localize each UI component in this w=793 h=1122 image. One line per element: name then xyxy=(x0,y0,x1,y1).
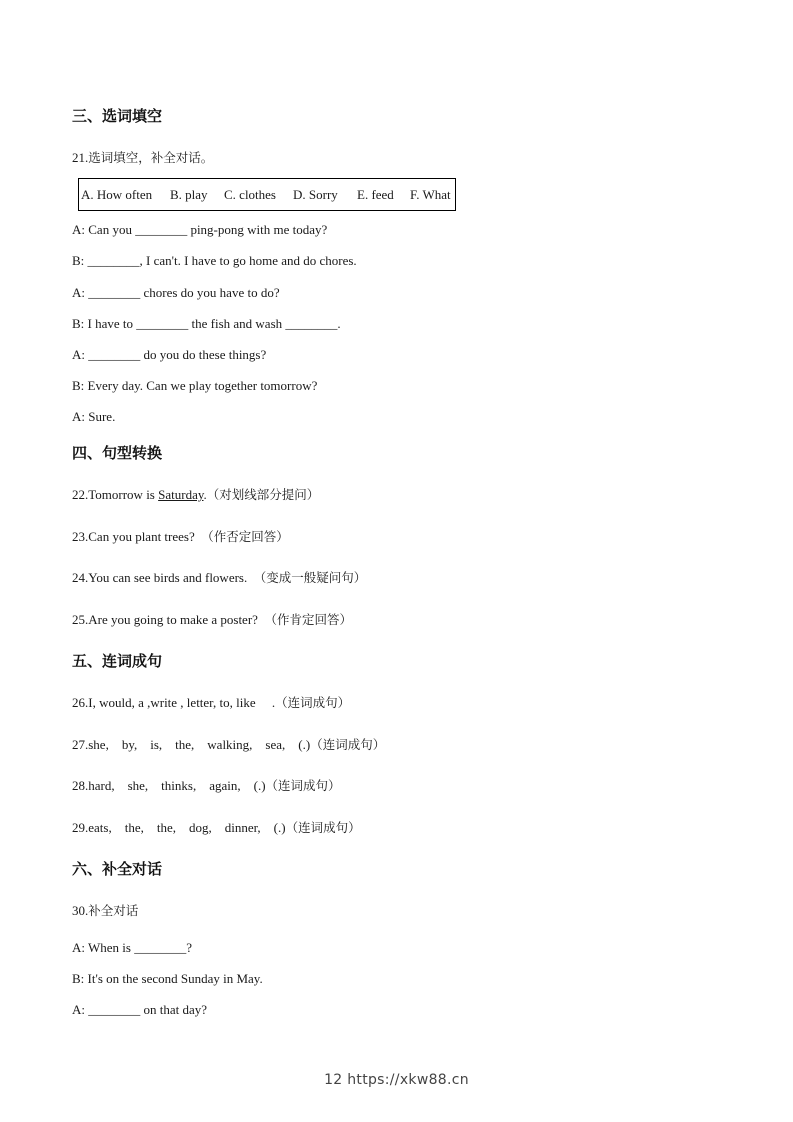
question-instruction: （作否定回答） xyxy=(201,529,289,544)
underlined-word: Saturday xyxy=(158,487,204,502)
question-instruction: （变成一般疑问句） xyxy=(253,570,367,585)
question-27 xyxy=(72,737,385,753)
question-23 xyxy=(72,529,289,545)
question-text-end: . xyxy=(203,487,207,502)
question-28 xyxy=(72,778,341,794)
question-text: 24.You can see birds and flowers. xyxy=(72,570,248,585)
question-text: 23.Can you plant trees? xyxy=(72,529,195,544)
question-instruction: 选词填空，补全对话。 xyxy=(88,150,214,165)
question-number: 30. xyxy=(72,903,89,918)
section-heading-4: 四、句型转换 xyxy=(72,444,163,462)
question-26 xyxy=(72,695,350,711)
question-22 xyxy=(72,487,319,503)
page-footer: 12 https://xkw88.cn xyxy=(324,1072,469,1088)
dialog-line-2: B: It's on the second Sunday in May. xyxy=(72,971,263,986)
question-instruction: （连词成句） xyxy=(275,695,351,710)
dialog-line-5: A: ________ do you do these things? xyxy=(72,347,267,362)
dialog-line-3: A: ________ on that day? xyxy=(72,1002,208,1017)
section-heading-5: 五、连词成句 xyxy=(72,652,163,670)
question-instruction: 补全对话 xyxy=(88,903,139,918)
question-text: 25.Are you going to make a poster? xyxy=(72,612,258,627)
option-a: A. How often xyxy=(81,187,153,202)
dialog-line-4: B: I have to ________ the fish and wash ________. xyxy=(72,316,341,331)
question-instruction: （作肯定回答） xyxy=(264,612,352,627)
option-e: E. feed xyxy=(357,187,394,202)
dialog-line-6: B: Every day. Can we play together tomorrow? xyxy=(72,378,318,393)
dialog-line-7: A: Sure. xyxy=(72,409,116,424)
section-heading-6: 六、补全对话 xyxy=(72,860,163,878)
word-options-box xyxy=(78,178,456,211)
question-instruction: （连词成句） xyxy=(265,778,341,793)
question-instruction: （连词成句） xyxy=(285,820,361,835)
question-instruction: （对划线部分提问） xyxy=(206,487,320,502)
dialog-line-1: A: When is ________? xyxy=(72,940,192,955)
question-21-title xyxy=(72,150,213,166)
option-c: C. clothes xyxy=(224,187,276,202)
question-24 xyxy=(72,570,366,586)
option-f: F. What xyxy=(410,187,451,202)
question-30-title xyxy=(72,903,138,919)
question-text: 27.she, by, is, the, walking, sea, (.) xyxy=(72,737,311,752)
dialog-line-1: A: Can you ________ ping-pong with me today? xyxy=(72,222,328,237)
option-d: D. Sorry xyxy=(293,187,338,202)
option-b: B. play xyxy=(170,187,208,202)
question-text: 22.Tomorrow is xyxy=(72,487,159,502)
question-text: 29.eats, the, the, dog, dinner, (.) xyxy=(72,820,286,835)
section-heading-3: 三、选词填空 xyxy=(72,107,163,125)
dialog-line-2: B: ________, I can't. I have to go home and do chores. xyxy=(72,253,357,268)
question-text: 28.hard, she, thinks, again, (.) xyxy=(72,778,266,793)
question-number: 21. xyxy=(72,150,89,165)
dialog-line-3: A: ________ chores do you have to do? xyxy=(72,285,280,300)
question-instruction: （连词成句） xyxy=(310,737,386,752)
question-29 xyxy=(72,820,361,836)
question-25 xyxy=(72,612,352,628)
question-text: 26.I, would, a ,write , letter, to, like . xyxy=(72,695,276,710)
